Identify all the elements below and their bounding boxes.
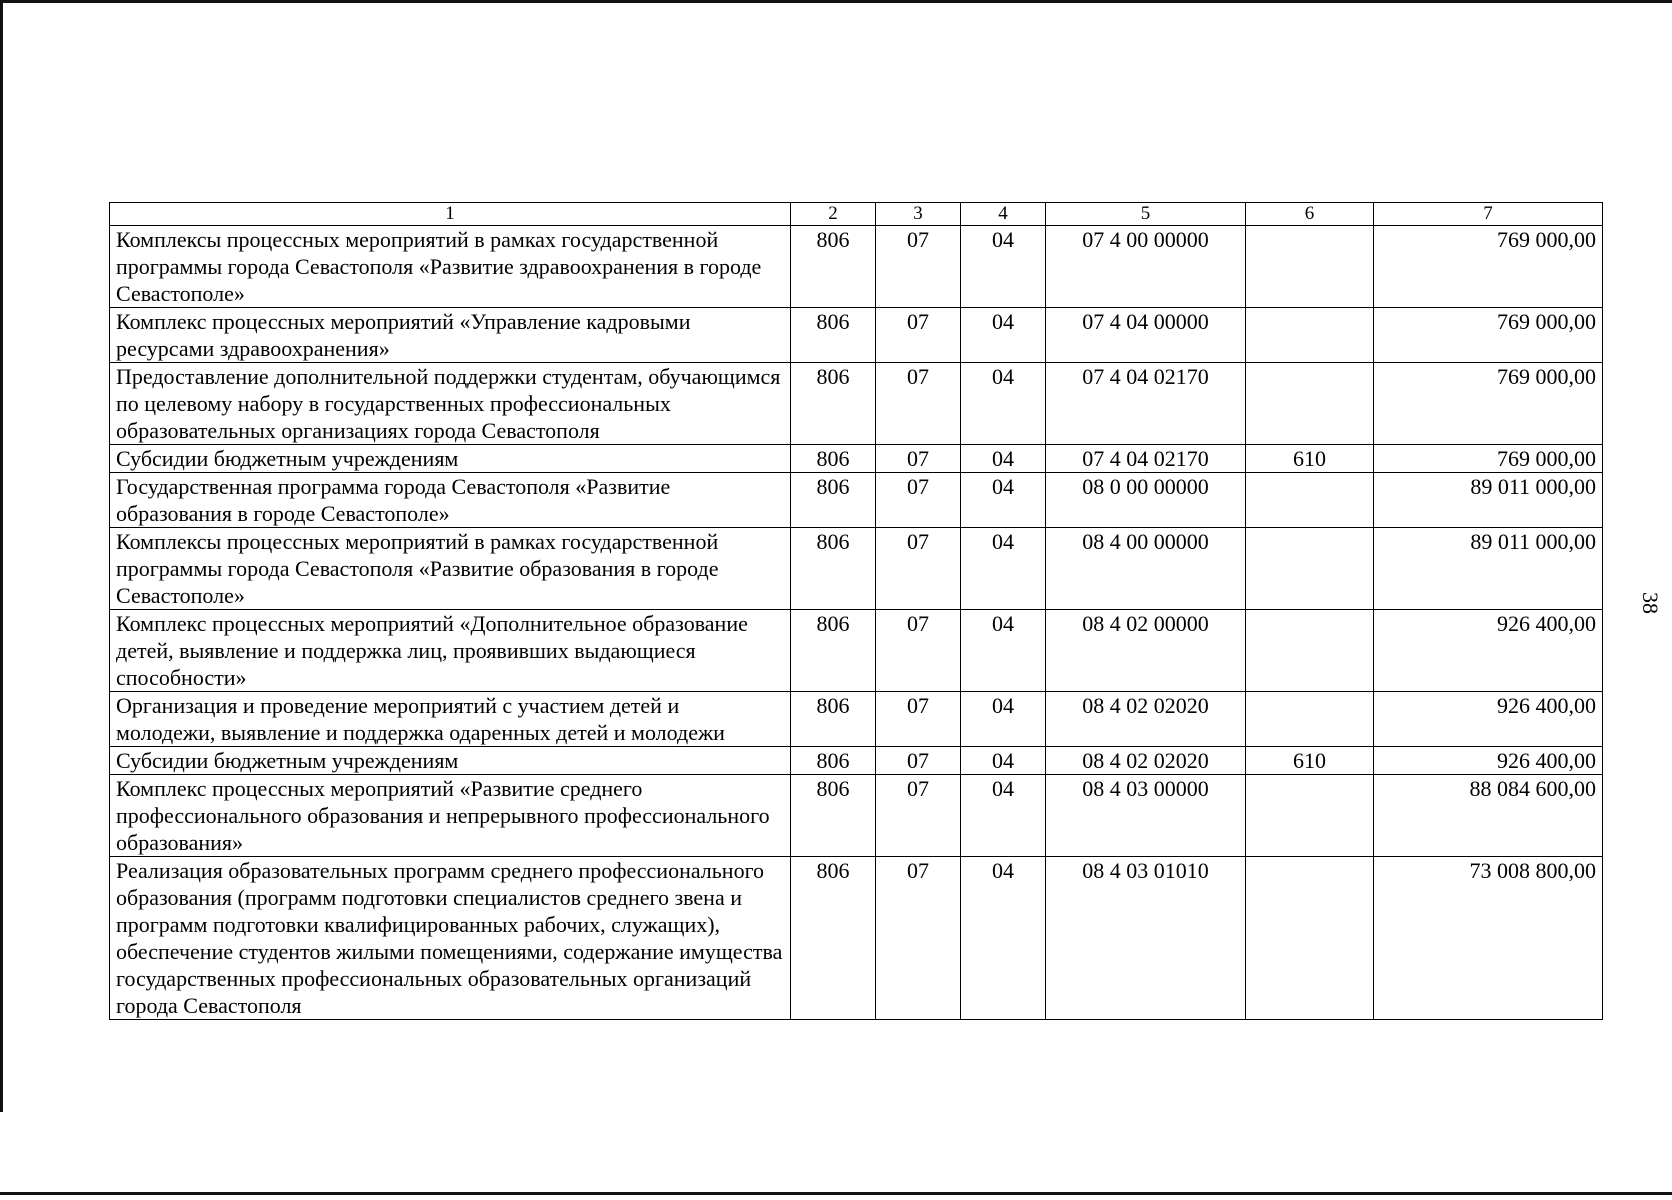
cell-section: 07 — [876, 747, 961, 775]
cell-section: 07 — [876, 445, 961, 473]
table-row — [110, 528, 1603, 610]
header-col-1: 1 — [110, 203, 791, 226]
cell-target-article: 08 4 00 00000 — [1046, 528, 1246, 610]
cell-expense-type — [1246, 363, 1374, 445]
cell-section: 07 — [876, 226, 961, 308]
cell-ministry-code: 806 — [791, 775, 876, 857]
scan-edge-bottom — [0, 1192, 1672, 1195]
cell-amount: 926 400,00 — [1374, 747, 1603, 775]
scan-edge-top — [0, 0, 1672, 3]
cell-name: Субсидии бюджетным учреждениям — [110, 445, 791, 473]
cell-section: 07 — [876, 857, 961, 1020]
cell-section: 07 — [876, 528, 961, 610]
cell-expense-type: 610 — [1246, 747, 1374, 775]
cell-expense-type — [1246, 857, 1374, 1020]
header-col-4: 4 — [961, 203, 1046, 226]
cell-subsection: 04 — [961, 747, 1046, 775]
table-row — [110, 857, 1603, 1020]
header-col-5: 5 — [1046, 203, 1246, 226]
cell-subsection: 04 — [961, 857, 1046, 1020]
cell-target-article: 07 4 04 02170 — [1046, 363, 1246, 445]
cell-name: Предоставление дополнительной поддержки студентам, обучающимся по целевому набору в государственных профессиональных образовательных организациях города Севастополя — [110, 363, 791, 445]
cell-amount: 89 011 000,00 — [1374, 528, 1603, 610]
cell-expense-type: 610 — [1246, 445, 1374, 473]
cell-name: Комплекс процессных мероприятий «Развитие среднего профессионального образования и непрерывного профессионального образования» — [110, 775, 791, 857]
table-row — [110, 610, 1603, 692]
cell-amount: 926 400,00 — [1374, 692, 1603, 747]
cell-amount: 769 000,00 — [1374, 445, 1603, 473]
cell-subsection: 04 — [961, 692, 1046, 747]
cell-ministry-code: 806 — [791, 226, 876, 308]
cell-target-article: 08 4 02 00000 — [1046, 610, 1246, 692]
table-row — [110, 445, 1603, 473]
cell-name: Реализация образовательных программ среднего профессионального образования (программ подготовки специалистов среднего звена и программ подготовки квалифицированных рабочих, служащих), обеспечение студентов жилыми помещениями, содержание имущества государственных профессиональных образовательных организаций города Севастополя — [110, 857, 791, 1020]
cell-expense-type — [1246, 473, 1374, 528]
cell-name: Комплексы процессных мероприятий в рамках государственной программы города Севастополя «Развитие образования в городе Севастополе» — [110, 528, 791, 610]
cell-ministry-code: 806 — [791, 857, 876, 1020]
cell-name: Комплекс процессных мероприятий «Дополнительное образование детей, выявление и поддержка лиц, проявивших выдающиеся способности» — [110, 610, 791, 692]
cell-ministry-code: 806 — [791, 445, 876, 473]
cell-expense-type — [1246, 226, 1374, 308]
cell-target-article: 08 4 03 00000 — [1046, 775, 1246, 857]
cell-section: 07 — [876, 692, 961, 747]
cell-amount: 769 000,00 — [1374, 308, 1603, 363]
cell-ministry-code: 806 — [791, 747, 876, 775]
cell-expense-type — [1246, 692, 1374, 747]
cell-section: 07 — [876, 308, 961, 363]
table-row — [110, 692, 1603, 747]
cell-target-article: 08 4 03 01010 — [1046, 857, 1246, 1020]
cell-subsection: 04 — [961, 363, 1046, 445]
table-row — [110, 308, 1603, 363]
cell-subsection: 04 — [961, 473, 1046, 528]
budget-table — [109, 202, 1603, 1020]
cell-section: 07 — [876, 473, 961, 528]
cell-name: Государственная программа города Севастополя «Развитие образования в городе Севастополе» — [110, 473, 791, 528]
cell-expense-type — [1246, 775, 1374, 857]
cell-amount: 88 084 600,00 — [1374, 775, 1603, 857]
cell-ministry-code: 806 — [791, 308, 876, 363]
cell-amount: 926 400,00 — [1374, 610, 1603, 692]
cell-subsection: 04 — [961, 528, 1046, 610]
table-row — [110, 747, 1603, 775]
header-col-2: 2 — [791, 203, 876, 226]
cell-ministry-code: 806 — [791, 363, 876, 445]
header-col-7: 7 — [1374, 203, 1603, 226]
cell-target-article: 08 0 00 00000 — [1046, 473, 1246, 528]
cell-target-article: 07 4 04 02170 — [1046, 445, 1246, 473]
page-number: 38 — [1638, 592, 1663, 614]
cell-target-article: 08 4 02 02020 — [1046, 692, 1246, 747]
cell-name: Организация и проведение мероприятий с участием детей и молодежи, выявление и поддержка одаренных детей и молодежи — [110, 692, 791, 747]
cell-target-article: 07 4 00 00000 — [1046, 226, 1246, 308]
cell-subsection: 04 — [961, 226, 1046, 308]
cell-target-article: 08 4 02 02020 — [1046, 747, 1246, 775]
cell-section: 07 — [876, 775, 961, 857]
cell-ministry-code: 806 — [791, 692, 876, 747]
cell-amount: 73 008 800,00 — [1374, 857, 1603, 1020]
cell-subsection: 04 — [961, 775, 1046, 857]
table-row — [110, 473, 1603, 528]
cell-ministry-code: 806 — [791, 473, 876, 528]
cell-expense-type — [1246, 308, 1374, 363]
table-row — [110, 363, 1603, 445]
cell-expense-type — [1246, 528, 1374, 610]
cell-subsection: 04 — [961, 610, 1046, 692]
cell-name: Комплексы процессных мероприятий в рамках государственной программы города Севастополя «Развитие здравоохранения в городе Севастополе» — [110, 226, 791, 308]
cell-name: Комплекс процессных мероприятий «Управление кадровыми ресурсами здравоохранения» — [110, 308, 791, 363]
cell-amount: 89 011 000,00 — [1374, 473, 1603, 528]
table-row — [110, 226, 1603, 308]
cell-ministry-code: 806 — [791, 528, 876, 610]
cell-subsection: 04 — [961, 308, 1046, 363]
table-row — [110, 775, 1603, 857]
cell-expense-type — [1246, 610, 1374, 692]
cell-ministry-code: 806 — [791, 610, 876, 692]
header-row — [110, 203, 1603, 226]
header-col-3: 3 — [876, 203, 961, 226]
cell-section: 07 — [876, 363, 961, 445]
cell-subsection: 04 — [961, 445, 1046, 473]
cell-name: Субсидии бюджетным учреждениям — [110, 747, 791, 775]
cell-target-article: 07 4 04 00000 — [1046, 308, 1246, 363]
cell-amount: 769 000,00 — [1374, 363, 1603, 445]
scan-edge-left — [0, 0, 3, 1112]
cell-section: 07 — [876, 610, 961, 692]
cell-amount: 769 000,00 — [1374, 226, 1603, 308]
header-col-6: 6 — [1246, 203, 1374, 226]
